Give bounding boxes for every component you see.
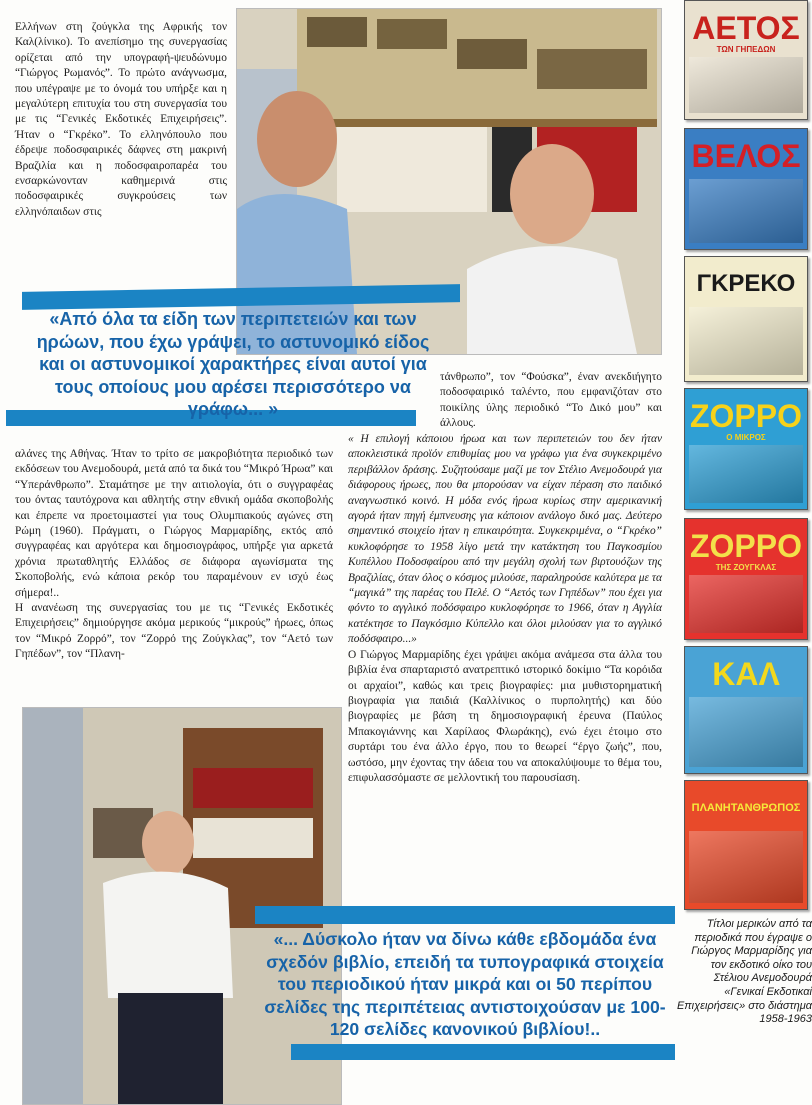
- quote-brush-stroke: [22, 284, 460, 310]
- magazine-cover: [684, 518, 808, 640]
- cover-title: ΠΛΑΝΗΤΑΝΘΡΩΠΟΣ: [691, 802, 801, 814]
- quote-brush-stroke: [291, 1044, 675, 1060]
- cover-title: ΒΕΛΟΣ: [691, 138, 801, 174]
- paragraph: Ελλήνων στη ζούγκλα της Αφρικής τον Καλ(λίνικο). Το ανεπίσημο της συνεργασίας ορίζεται από την υπογραφή-ψευδώνυμο “Γιώργος Ρωμανός”. Το πρώτο ανάγνωσμα, που υπέγραψε με το όνομά του υπήρξε και η μεγαλύτερη επιτυχία του στη συνεργασία του με τις “Γενικές Εκδοτικές Επιχειρήσεις”. Ήταν ο “Γκρέκο”. Το ελληνόπουλο που έδρεψε ποδοσφαιρικές δάφνες στη μακρινή Βραζιλία και η ποδοσφαιροπαρέα του ενσαρκώνονταν καθημερινά στις ποδοσφαιρικές συγκρούσεις των ελληνόπαιδων στις: [15, 21, 227, 218]
- cover-title: ΚΑΛ: [712, 656, 780, 692]
- cover-title: ΓΚΡΕΚΟ: [696, 270, 796, 297]
- cover-illustration: [689, 57, 803, 113]
- pull-quote-top: [0, 282, 460, 432]
- cover-illustration: [689, 307, 803, 375]
- magazine-cover: [684, 780, 808, 910]
- cover-illustration: [689, 445, 803, 503]
- magazine-cover: [684, 0, 808, 120]
- text-col-left-mid: [15, 447, 333, 663]
- magazine-cover: [684, 388, 808, 510]
- paragraph: Ο Γιώργος Μαρμαρίδης έχει γράψει ακόμα ανάμεσα στα άλλα του βιβλία ένα σπαρταριστό ανατρεπτικό ιστορικό δοκίμιο “Τα κορόιδα οι αρχαίοι”, καθώς και τρεις βιογραφίες: μια μυθιστορηματική βιογραφία για παιδιά (Καλλίνικος ο πυρπολητής) και δύο βιογραφίες με βάση τη δημοσιογραφική έρευνα (Παύλος Μπακογιάννης και Χαρίλαος Φλωράκης), ενώ έχει έτοιμο στο συρτάρι του ένα άλλο έργο, που το θεωρεί “έργο ζωής”, που, ωστόσο, μην έχοντας την άδεια του να αποκαλύψουμε το θέμα του, επιφυλασσόμαστε σε μελλοντική του παρουσίαση.: [348, 648, 662, 784]
- pull-quote-top-text: «Από όλα τα είδη των περιπετειών και των ηρώων, που έχω γράψει, το αστυνομικό είδος και οι αστυνομικοί χαρακτήρες είναι αυτοί για τους οποίους μου αρέσει περισσότερο να γράφω... »: [36, 309, 430, 419]
- cover-title: ΑΕΤΟΣ: [692, 10, 800, 46]
- paragraph: Η ανανέωση της συνεργασίας του με τις “Γενικές Εκδοτικές Επιχειρήσεις” δημιούργησε ακόμα μερικούς “μικρούς” ήρωες, όπως τον “Μικρό Ζορρό”, τον “Ζορρό της Ζούγκλας”, τον “Αετό των Γηπέδων”, τον “Πλανη-: [15, 602, 333, 661]
- cover-subtitle: ΤΗΣ ΖΟΥΓΚΛΑΣ: [715, 563, 777, 572]
- paragraph: τάνθρωπο”, τον “Φούσκα”, έναν ανεκδιήγητο ποδοσφαιρικό ταλέντο, που εμφανιζόταν στο ποικίλης ύλης περιοδικό “Το Δικό μου” και άλλους.: [440, 371, 662, 430]
- cover-illustration: [689, 179, 803, 243]
- text-col-right-top: [440, 370, 662, 432]
- pull-quote-bottom: [255, 898, 675, 1068]
- cover-title: ΖΟΡΡΟ: [689, 398, 802, 434]
- magazine-cover: [684, 128, 808, 250]
- magazine-cover: [684, 646, 808, 774]
- cover-subtitle: Ο ΜΙΚΡΟΣ: [726, 433, 766, 442]
- magazine-cover: [684, 256, 808, 382]
- covers-caption: Τίτλοι μερικών από τα περιοδικά που έγραψε ο Γιώργος Μαρμαρίδης για τον εκδοτικό οίκο του Στέλιου Ανεμοδουρά «Γενικαί Εκδοτικαί Επιχειρήσεις» στο διάστημα 1958-1963: [676, 918, 812, 1026]
- quote-brush-stroke: [255, 906, 675, 924]
- magazine-covers-strip: [684, 0, 812, 908]
- cover-illustration: [689, 697, 803, 767]
- inline-quote: « Η επιλογή κάποιου ήρωα και των περιπετειών του δεν ήταν αποκλειστικά προϊόν επιθυμίας μου να γράφω για ένα συγκεκριμένο περιβάλλον δράσης. Συζητούσαμε μαζί με τον Στέλιο Ανεμοδουρά για διάφορους ήρωες, που θα μπορούσαν να είχαν πέραση στο παιδικό αναγνωστικό κοινό. Η μόδα ενός ήρωα κυρίως στην αμερικανική αγορά ήταν πηγή έμπνευσης για κάποιον ανάλογο δικό μας. Δεύτερο σημαντικό στοιχείο ήταν η επικαιρότητα. Συγκεκριμένα, ο “Γκρέκο” κυκλοφόρησε το 1958 λίγο μετά την κατάκτηση του Παγκοσμίου Κυπέλλου Ποδοσφαίρου από την μεγάλη σχολή των βιρτουόζων της Βραζιλίας, όταν όλος ο κόσμος μιλούσε, παραληρούσε καλύτερα με τα “μαγικά” της παρέας του Πελέ. Ο “Αετός των Γηπέδων” που έχει για φόντο το αγγλικό ποδόσφαιρο κυκλοφόρησε το 1966, όταν η Αγγλία κατέκτησε το Παγκόσμιο Κύπελλο και όλοι μιλούσαν για το αγγλικό ποδόσφαιρο...»: [348, 433, 662, 646]
- paragraph: αλάνες της Αθήνας. Ήταν το τρίτο σε μακροβιότητα περιοδικό των εκδόσεων του Ανεμοδουρά, μετά από τα δικά του “Μικρό Ήρωα” και “Υπεράνθρωπο”. Σταμάτησε με την αιτιολογία, ότι ο συγγραφέας του όντας ταυτόχρονα και αθλητής στην εθνική ομάδα σκοποβολής και έπρεπε να προετοιμαστεί για τους Ολυμπιακούς αγώνες στη Ρώμη (1960). Πράγματι, ο Γιώργος Μαρμαρίδης, εκτός από συγγραφέας και αργότερα και δημοσιογράφος, υπήρξε για αρκετά χρόνια πρωταθλητής Ελλάδος σε διάφορα αγωνίσματα της Σκοποβολής, ενώ κάποια ρεκόρ του παραμένουν εν ισχύ έως σήμερα!..: [15, 448, 333, 599]
- cover-illustration: [689, 831, 803, 903]
- cover-illustration: [689, 575, 803, 633]
- cover-subtitle: ΤΩΝ ΓΗΠΕΔΩΝ: [716, 45, 776, 54]
- pull-quote-bottom-text: «... Δύσκολο ήταν να δίνω κάθε εβδομάδα ένα σχεδόν βιβλίο, επειδή τα τυπογραφικά στοιχεία του περιοδικού ήταν μικρά και οι 50 περίπου σελίδες της περιπέτειας αντιστοιχούσαν με 100-120 σελίδες κανονικού βιβλίου!..: [264, 929, 666, 1039]
- text-col-right-mid: [348, 432, 662, 786]
- cover-title: ΖΟΡΡΟ: [689, 528, 802, 564]
- text-col-top-left: [15, 20, 227, 220]
